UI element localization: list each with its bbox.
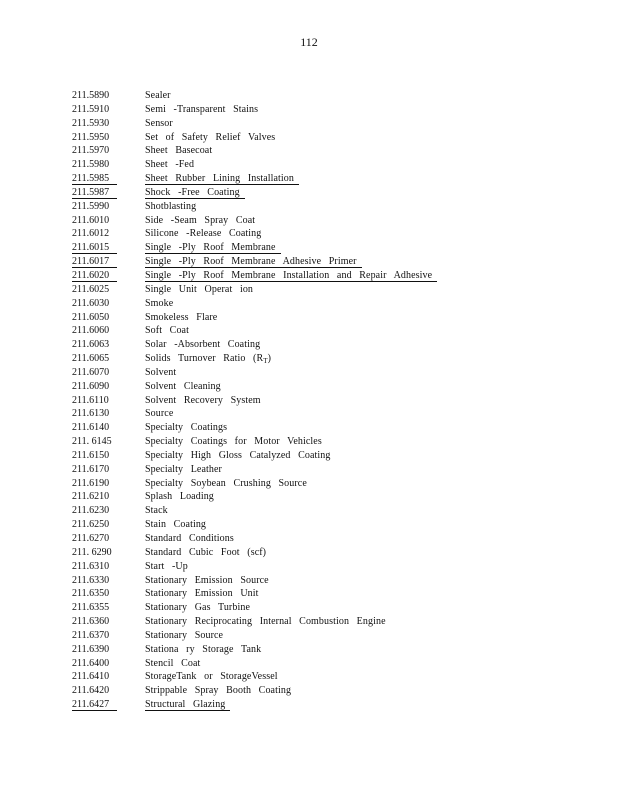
list-item [72,297,512,311]
section-number: 211.6330 [72,574,110,586]
section-number: 211.6065 [72,353,110,365]
list-item [72,518,512,532]
section-number: 211.6110 [72,394,109,406]
list-item [72,158,512,172]
defined-term-text: Stencil Coat [145,657,201,669]
list-item [72,311,512,325]
defined-term-text: Smokeless Flare [145,311,218,323]
defined-term-text: Start -Up [145,560,188,572]
section-number: 211.6050 [72,311,110,323]
defined-term-text: Shock -Free Coating [145,186,240,198]
defined-term [145,463,222,477]
section-number: 211.5980 [72,159,110,171]
defined-term-text: Sheet Basecoat [145,145,213,157]
defined-term [145,601,250,615]
defined-term [145,684,291,698]
defined-term-text: Specialty Coatings [145,422,228,434]
section-number: 211.5910 [72,103,110,115]
defined-term [145,158,194,172]
list-item [72,504,512,518]
defined-term-text: Specialty High Gloss Catalyzed Coating [145,449,331,461]
defined-term-text: Silicone -Release Coating [145,228,262,240]
defined-term-text: Semi -Transparent Stains [145,103,259,115]
section-number: 211.6063 [72,339,110,351]
defined-term [145,574,269,588]
section-number: 211.6427 [72,699,110,711]
list-item [72,352,512,366]
defined-term-text: Sealer [145,90,171,101]
defined-term [145,615,386,629]
defined-term-text: Source [145,408,174,420]
list-item [72,698,512,712]
defined-term [145,366,176,380]
defined-term [145,380,221,394]
section-number: 211.5970 [72,145,110,157]
defined-term-text: Single -Ply Roof Membrane [145,242,276,254]
section-number: 211.6060 [72,325,110,337]
defined-term-text: Stack [145,505,168,517]
defined-term-text: Splash Loading [145,491,214,503]
list-item [72,227,512,241]
section-number: 211.6025 [72,283,110,295]
section-number: 211.6310 [72,560,110,572]
defined-term [145,172,294,186]
list-item [72,380,512,394]
defined-term-text: Stationary Gas Turbine [145,602,250,614]
list-item [72,144,512,158]
defined-term [145,698,225,712]
defined-term-text: Single -Ply Roof Membrane Adhesive Primer [145,256,357,268]
defined-term [145,200,196,214]
section-number: 211.6070 [72,366,110,378]
defined-term [145,560,188,574]
defined-term [145,131,275,145]
defined-term-text: Solvent Cleaning [145,380,221,392]
defined-term-text: Solvent Recovery System [145,394,261,406]
defined-term [145,186,240,200]
section-number: 211.5890 [72,90,110,101]
list-item [72,103,512,117]
section-number: 211.6230 [72,505,110,517]
list-item [72,587,512,601]
section-number: 211. 6290 [72,546,112,558]
defined-term [145,297,173,311]
list-item [72,477,512,491]
defined-term [145,435,322,449]
list-item [72,684,512,698]
defined-term-suffix: ) [267,353,272,365]
defined-term [145,283,253,297]
section-number: 211.6090 [72,380,110,392]
defined-term-text: Stationary Reciprocating Internal Combustion Engine [145,616,386,628]
list-item [72,449,512,463]
list-item [72,532,512,546]
defined-term [145,421,227,435]
defined-term [145,311,217,325]
defined-term-text: Stationary Source [145,629,224,641]
defined-term [145,117,173,131]
defined-term [145,227,261,241]
section-number: 211.6390 [72,643,110,655]
section-number: 211.6017 [72,256,110,268]
section-number: 211.6170 [72,463,110,475]
defined-term [145,477,307,491]
section-number: 211.6355 [72,602,110,614]
defined-term-text: Set of Safety Relief Valves [145,131,276,143]
section-number: 211.6010 [72,214,110,226]
section-number: 211.6012 [72,228,110,240]
list-item [72,629,512,643]
defined-term-text: Stain Coating [145,519,207,531]
defined-term [145,629,223,643]
list-item [72,601,512,615]
list-item [72,214,512,228]
section-number: 211.6400 [72,657,110,669]
defined-term-text: Solar -Absorbent Coating [145,339,261,351]
section-number: 211.6350 [72,588,110,600]
list-item [72,241,512,255]
list-item [72,255,512,269]
defined-term-text: Shotblasting [145,200,197,212]
defined-term [145,103,258,117]
defined-term-text: Specialty Soybean Crushing Source [145,477,307,489]
defined-term-text: Side -Seam Spray Coat [145,214,256,226]
subscript: T [263,357,268,366]
defined-term [145,670,278,684]
defined-term [145,504,168,518]
defined-term [145,269,432,283]
list-item [72,117,512,131]
list-item [72,131,512,145]
defined-term [145,214,255,228]
defined-term-text: Single -Ply Roof Membrane Installation and Repair Adhesive [145,269,433,281]
defined-term-text: StorageTank or StorageVessel [145,671,278,683]
defined-term-text: Single Unit Operat ion [145,283,254,295]
list-item [72,89,512,103]
defined-term-text: Structural Glazing [145,699,226,711]
defined-term-text: Soft Coat [145,325,189,337]
section-number: 211.5987 [72,186,110,198]
defined-term-text: Smoke [145,297,174,309]
list-item [72,283,512,297]
section-number: 211. 6145 [72,436,112,448]
section-number: 211.6250 [72,519,110,531]
defined-term-text: Stationary Emission Unit [145,588,259,600]
section-number: 211.5950 [72,131,110,143]
defined-term-text: Specialty Leather [145,463,222,475]
defined-term [145,657,200,671]
list-item [72,546,512,560]
list-item [72,366,512,380]
list-item [72,186,512,200]
defined-term [145,407,173,421]
list-item [72,657,512,671]
section-number: 211.6270 [72,533,110,544]
page-number: 112 [300,35,318,49]
section-number: 211.6410 [72,671,110,683]
defined-term-text: Sheet -Fed [145,159,195,171]
defined-term [145,394,261,408]
defined-term [145,449,330,463]
section-number: 211.6130 [72,408,110,420]
defined-term [145,324,189,338]
list-item [72,200,512,214]
list-item [72,269,512,283]
defined-term-text: Sheet Rubber Lining Installation [145,173,295,185]
defined-term [145,144,212,158]
section-number: 211.5930 [72,117,110,129]
list-item [72,463,512,477]
defined-term [145,490,214,504]
list-item [72,670,512,684]
list-item [72,615,512,629]
defined-term [145,518,206,532]
list-item [72,394,512,408]
defined-term-text: Specialty Coatings for Motor Vehicles [145,436,322,448]
defined-term [145,546,266,560]
section-number: 211.6020 [72,269,110,281]
section-number: 211.5985 [72,173,110,185]
defined-term-text: Stationary Emission Source [145,574,269,586]
list-item [72,172,512,186]
defined-term-text: Sensor [145,117,173,129]
section-number: 211.6030 [72,297,110,309]
defined-term [145,587,259,601]
list-item [72,407,512,421]
defined-term-text: Strippable Spray Booth Coating [145,685,292,697]
section-number: 211.6140 [72,422,110,434]
defined-term-text: Standard Conditions [145,533,234,544]
defined-term [145,643,261,657]
section-number: 211.6190 [72,477,110,489]
section-number: 211.6150 [72,449,110,461]
section-number: 211.5990 [72,200,110,212]
defined-term-text: Stationa ry Storage Tank [145,643,262,655]
defined-term [145,338,260,352]
defined-term [145,255,357,269]
section-number: 211.6210 [72,491,110,503]
list-item [72,324,512,338]
defined-term-text: Solvent [145,366,177,378]
defined-term-text: Solids Turnover Ratio (R [145,353,264,365]
section-number: 211.6420 [72,685,110,697]
list-item [72,435,512,449]
section-number: 211.6015 [72,242,110,254]
list-item [72,421,512,435]
section-number: 211.6360 [72,616,110,628]
defined-term-text: Standard Cubic Foot (scf) [145,546,267,558]
section-number: 211.6370 [72,629,110,641]
list-item [72,490,512,504]
list-item [72,338,512,352]
defined-term [145,89,171,103]
list-item [72,574,512,588]
defined-term [145,532,234,546]
list-item [72,643,512,657]
list-item [72,560,512,574]
defined-term [145,241,276,255]
definition-index-list [72,89,512,712]
